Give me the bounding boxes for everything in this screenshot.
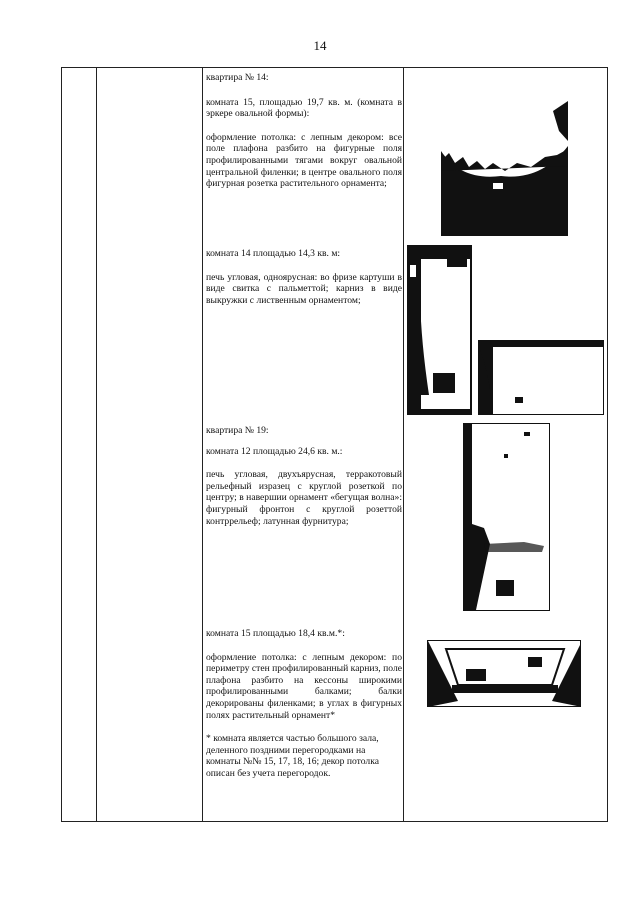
ceiling-oval-photo bbox=[441, 71, 568, 236]
cornice-photo bbox=[478, 340, 604, 415]
apartment-heading: квартира № 19: bbox=[206, 425, 269, 436]
room-description: печь угловая, одноярусная: во фризе картуши в виде свитка с пальметтой; карниз в виде выкружки с лиственным орнаментом; bbox=[206, 271, 402, 306]
page-number: 14 bbox=[313, 38, 327, 53]
apartment-19-block bbox=[206, 425, 402, 527]
column-divider bbox=[403, 68, 404, 821]
footnote: * комната является частью большого зала, деленного поздними перегородками на комнаты №№ 15, 17, 18, 16; декор потолка описан без учета перегородок. bbox=[206, 733, 379, 779]
room-description: оформление потолка: с лепным декором: все поле плафона разбито на фигурные поля профилированными тягами вокруг овальной центральной филенки; в центре овального поля фигурная розетка растительного орнамента; bbox=[206, 131, 402, 190]
column-divider bbox=[96, 68, 97, 821]
apartment-heading: квартира № 14: bbox=[206, 72, 269, 83]
apartment-14-block bbox=[206, 72, 402, 190]
heritage-table bbox=[61, 67, 608, 822]
coffered-ceiling-photo bbox=[427, 640, 581, 707]
room-heading: комната 12 площадью 24,6 кв. м.: bbox=[206, 445, 343, 457]
stove-two-tier-photo bbox=[463, 423, 550, 611]
room-14-block bbox=[206, 248, 402, 306]
room-description: оформление потолка: с лепным декором: по периметру стен профилированный карниз, поле плафона разбито на кессоны широкими профилированными балками; балки декорированы филенками; в углах в фигурных полях растительный орнамент* bbox=[206, 651, 402, 721]
room-heading: комната 15 площадью 18,4 кв.м.*: bbox=[206, 628, 345, 639]
stove-tall-photo bbox=[407, 245, 472, 415]
room-description: печь угловая, двухъярусная, терракотовый рельефный изразец с круглой розеткой по центру; в навершии орнамент «бегущая волна»: фигурный фронтон с круглой розеттой контррельеф; латунная фурнитура; bbox=[206, 469, 402, 527]
room-15-block bbox=[206, 628, 402, 780]
room-heading: комната 15, площадью 19,7 кв. м. (комната в эркере овальной формы): bbox=[206, 96, 402, 120]
room-heading: комната 14 площадью 14,3 кв. м: bbox=[206, 248, 341, 259]
column-divider bbox=[202, 68, 203, 821]
